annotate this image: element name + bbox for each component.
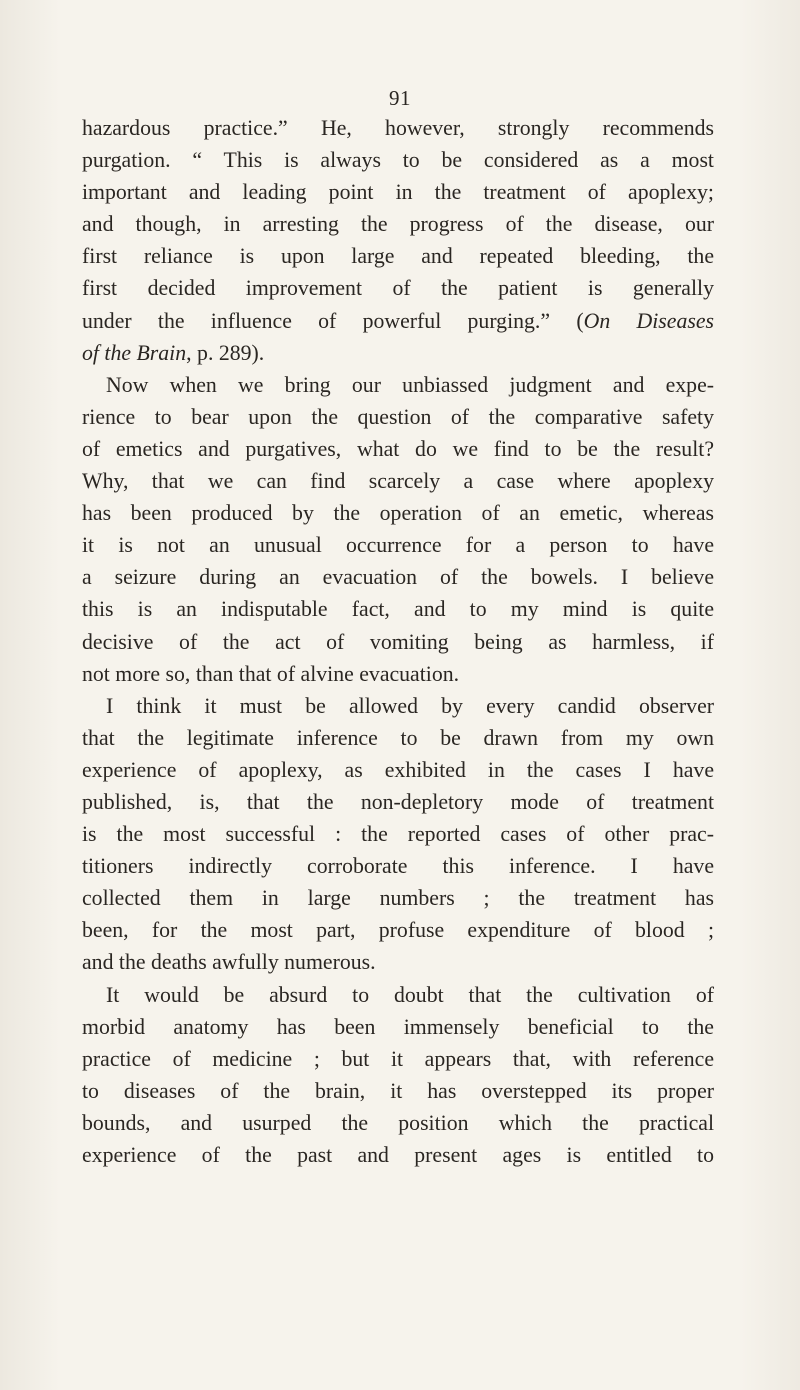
paragraph-start: It would be absurd to doubt that the cultivation of <box>106 982 714 1007</box>
page-number: 91 <box>389 86 411 110</box>
book-title: On Diseases <box>583 308 714 333</box>
paragraph-start: Now when we bring our unbiassed judgment and expe- <box>106 372 714 397</box>
text-line: rience to bear upon the question of the comparative safety <box>82 404 714 429</box>
text-line: experience of apoplexy, as exhibited in the cases I have <box>82 757 714 782</box>
text-line: not more so, than that of alvine evacuation. <box>82 661 460 686</box>
text-line: bounds, and usurped the position which the practical <box>82 1110 714 1135</box>
text-line: it is not an unusual occurrence for a person to have <box>82 533 714 558</box>
text-line: Why, that we can find scarcely a case where apoplexy <box>82 469 714 494</box>
text-line: practice of medicine ; but it appears that, with reference <box>82 1046 714 1071</box>
text-line: a seizure during an evacuation of the bowels. I believe <box>82 565 714 590</box>
text-line: titioners indirectly corroborate this inference. I have <box>82 854 714 879</box>
text-line: collected them in large numbers ; the treatment has <box>82 886 714 911</box>
text-line: first decided improvement of the patient is generally <box>82 276 714 301</box>
text-line: decisive of the act of vomiting being as harmless, if <box>82 629 714 654</box>
text-line: is the most successful : the reported cases of other prac- <box>82 822 714 847</box>
text-segment: , p. 289). <box>186 340 265 365</box>
text-line: morbid anatomy has been immensely beneficial to the <box>82 1014 714 1039</box>
text-line: and though, in arresting the progress of the disease, our <box>82 212 714 237</box>
text-line: purgation. “ This is always to be considered as a most <box>82 148 714 173</box>
text-segment: under the influence of powerful purging.” ( <box>82 308 584 333</box>
text-line: important and leading point in the treatment of apoplexy; <box>82 180 714 205</box>
text-line: this is an indisputable fact, and to my mind is quite <box>82 597 714 622</box>
text-line: and the deaths awfully numerous. <box>82 950 376 975</box>
text-line-with-citation <box>82 337 714 369</box>
body-text <box>82 112 714 1171</box>
text-line-with-citation <box>82 305 714 337</box>
book-title: of the Brain <box>82 340 187 365</box>
text-line: of emetics and purgatives, what do we find to be the result? <box>82 436 714 461</box>
text-line: has been produced by the operation of an emetic, whereas <box>82 501 714 526</box>
text-line: hazardous practice.” He, however, strongly recommends <box>82 116 714 140</box>
paragraph-start: I think it must be allowed by every candid observer <box>106 693 714 718</box>
text-line: that the legitimate inference to be drawn from my own <box>82 725 714 750</box>
text-line: to diseases of the brain, it has overstepped its proper <box>82 1078 714 1103</box>
text-line: published, is, that the non-depletory mode of treatment <box>82 789 714 814</box>
text-line: first reliance is upon large and repeated bleeding, the <box>82 244 714 269</box>
text-line: experience of the past and present ages is entitled to <box>82 1143 714 1167</box>
text-line: been, for the most part, profuse expenditure of blood ; <box>82 918 714 943</box>
